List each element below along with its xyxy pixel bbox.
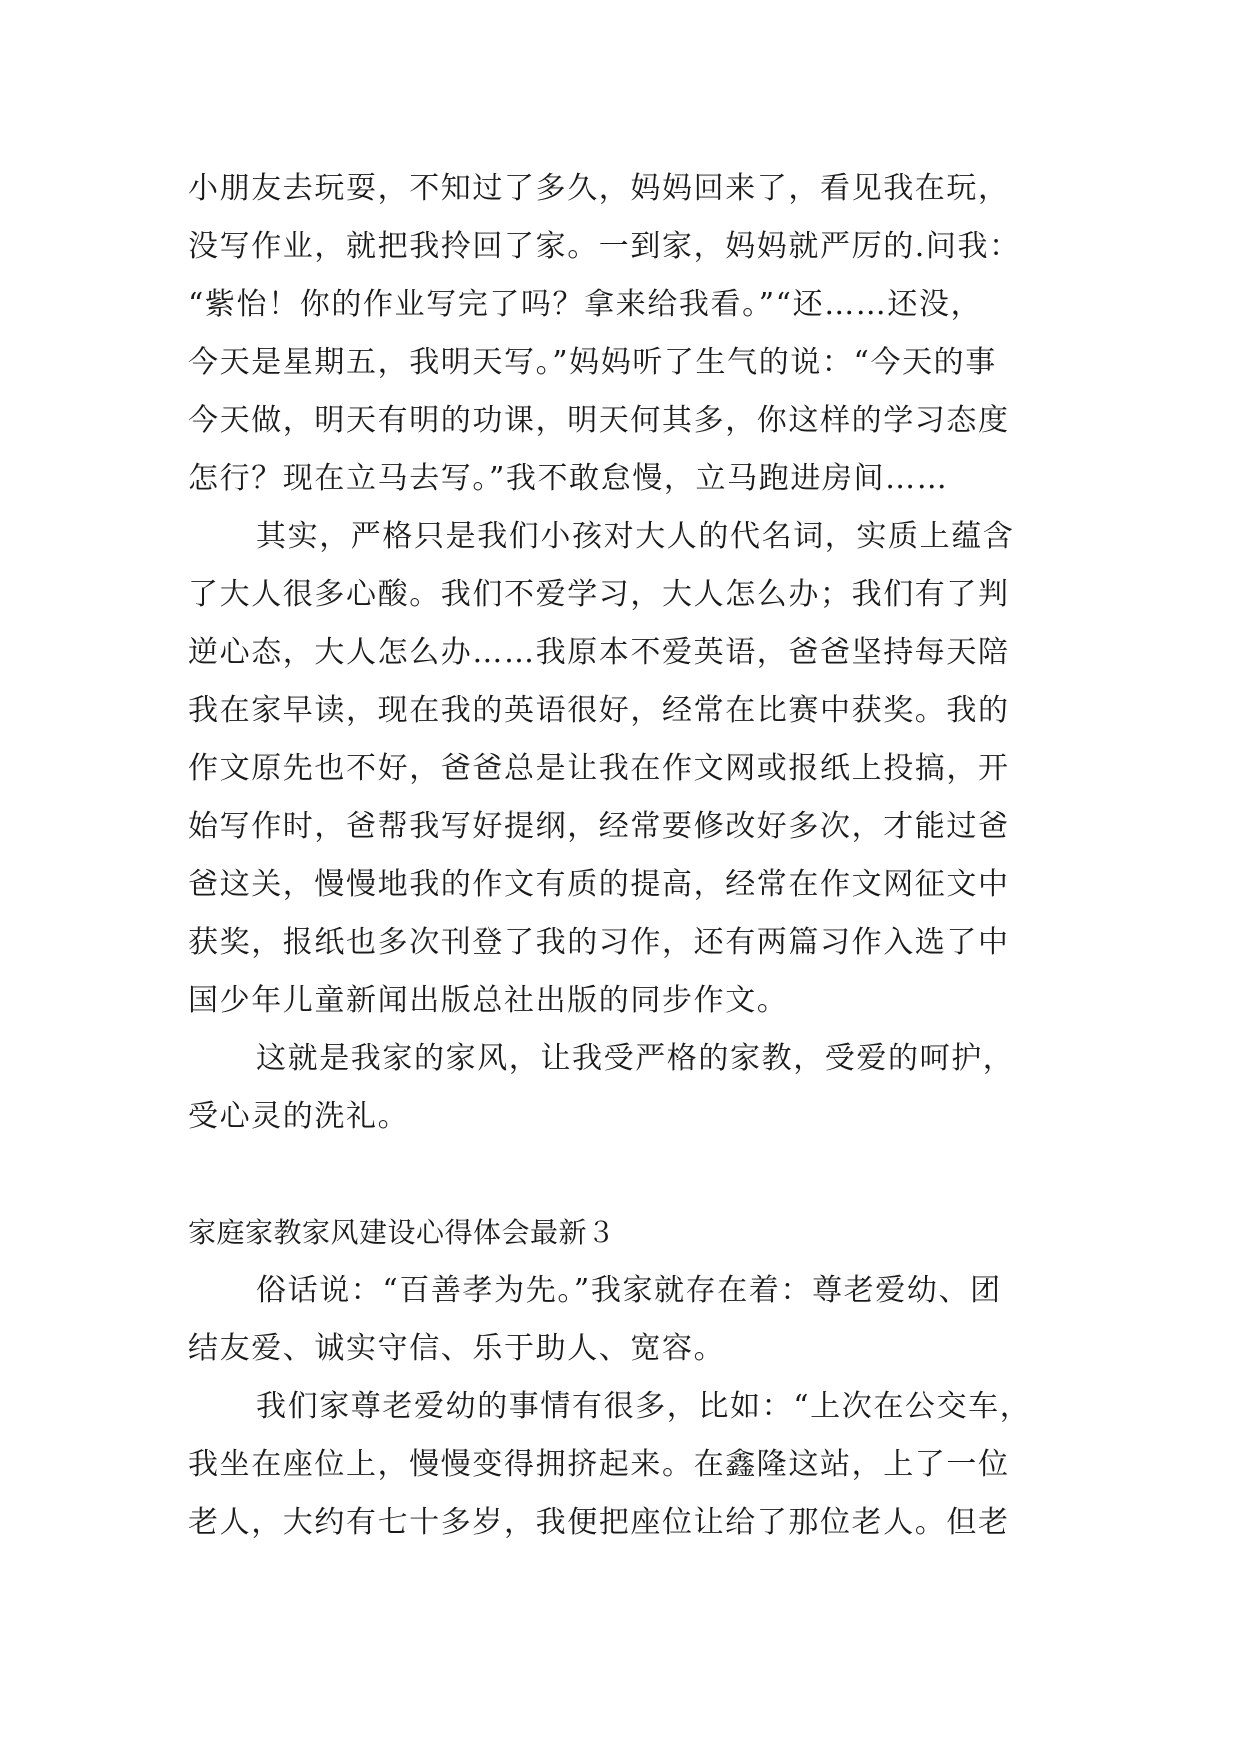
text-line: 始写作时，爸帮我写好提纲，经常要修改好多次，才能过爸 [188,809,1010,844]
text-line: 我在家早读，现在我的英语很好，经常在比赛中获奖。我的 [188,693,1010,728]
text-line: 获奖，报纸也多次刊登了我的习作，还有两篇习作入选了中 [188,925,1010,960]
text-line: 俗话说：“百善孝为先。”我家就存在着：尊老爱幼、团 [256,1273,1002,1308]
text-line: 老人，大约有七十多岁，我便把座位让给了那位老人。但老 [188,1505,1010,1540]
text-line: “紫怡！你的作业写完了吗？拿来给我看。”“还……还没， [188,287,983,322]
document-body [188,160,1068,1552]
text-line: 逆心态，大人怎么办……我原本不爱英语，爸爸坚持每天陪 [188,635,1010,670]
paragraph-1 [188,160,1068,508]
text-line: 其实，严格只是我们小孩对大人的代名词，实质上蕴含 [256,519,1015,554]
text-line: 没写作业，就把我拎回了家。一到家，妈妈就严厉的.问我： [188,229,1021,264]
text-line: 结友爱、诚实守信、乐于助人、宽容。 [188,1331,726,1366]
paragraph-4 [188,1262,1068,1378]
text-line: 小朋友去玩耍，不知过了多久，妈妈回来了，看见我在玩， [188,171,1010,206]
text-line: 今天是星期五，我明天写。”妈妈听了生气的说：“今天的事 [188,345,997,380]
text-line: 今天做，明天有明的功课，明天何其多，你这样的学习态度 [188,403,1010,438]
text-line: 国少年儿童新闻出版总社出版的同步作文。 [188,983,789,1018]
text-line: 作文原先也不好，爸爸总是让我在作文网或报纸上投搞，开 [188,751,1010,786]
text-line: 这就是我家的家风，让我受严格的家教，受爱的呵护， [256,1041,1015,1076]
blank-line [188,1146,1068,1204]
paragraph-3 [188,1030,1068,1146]
text-line: 我们家尊老爱幼的事情有很多，比如：“上次在公交车， [256,1389,1032,1424]
text-line: 我坐在座位上，慢慢变得拥挤起来。在鑫隆这站，上了一位 [188,1447,1010,1482]
section-title: 家庭家教家风建设心得体会最新３ [188,1216,616,1249]
text-line: 了大人很多心酸。我们不爱学习，大人怎么办；我们有了判 [188,577,1010,612]
text-line: 爸这关，慢慢地我的作文有质的提高，经常在作文网征文中 [188,867,1010,902]
paragraph-5 [188,1378,1068,1552]
text-line: 怎行？现在立马去写。”我不敢怠慢，立马跑进房间…… [188,461,949,496]
text-line: 受心灵的洗礼。 [188,1099,410,1134]
paragraph-2 [188,508,1068,1030]
